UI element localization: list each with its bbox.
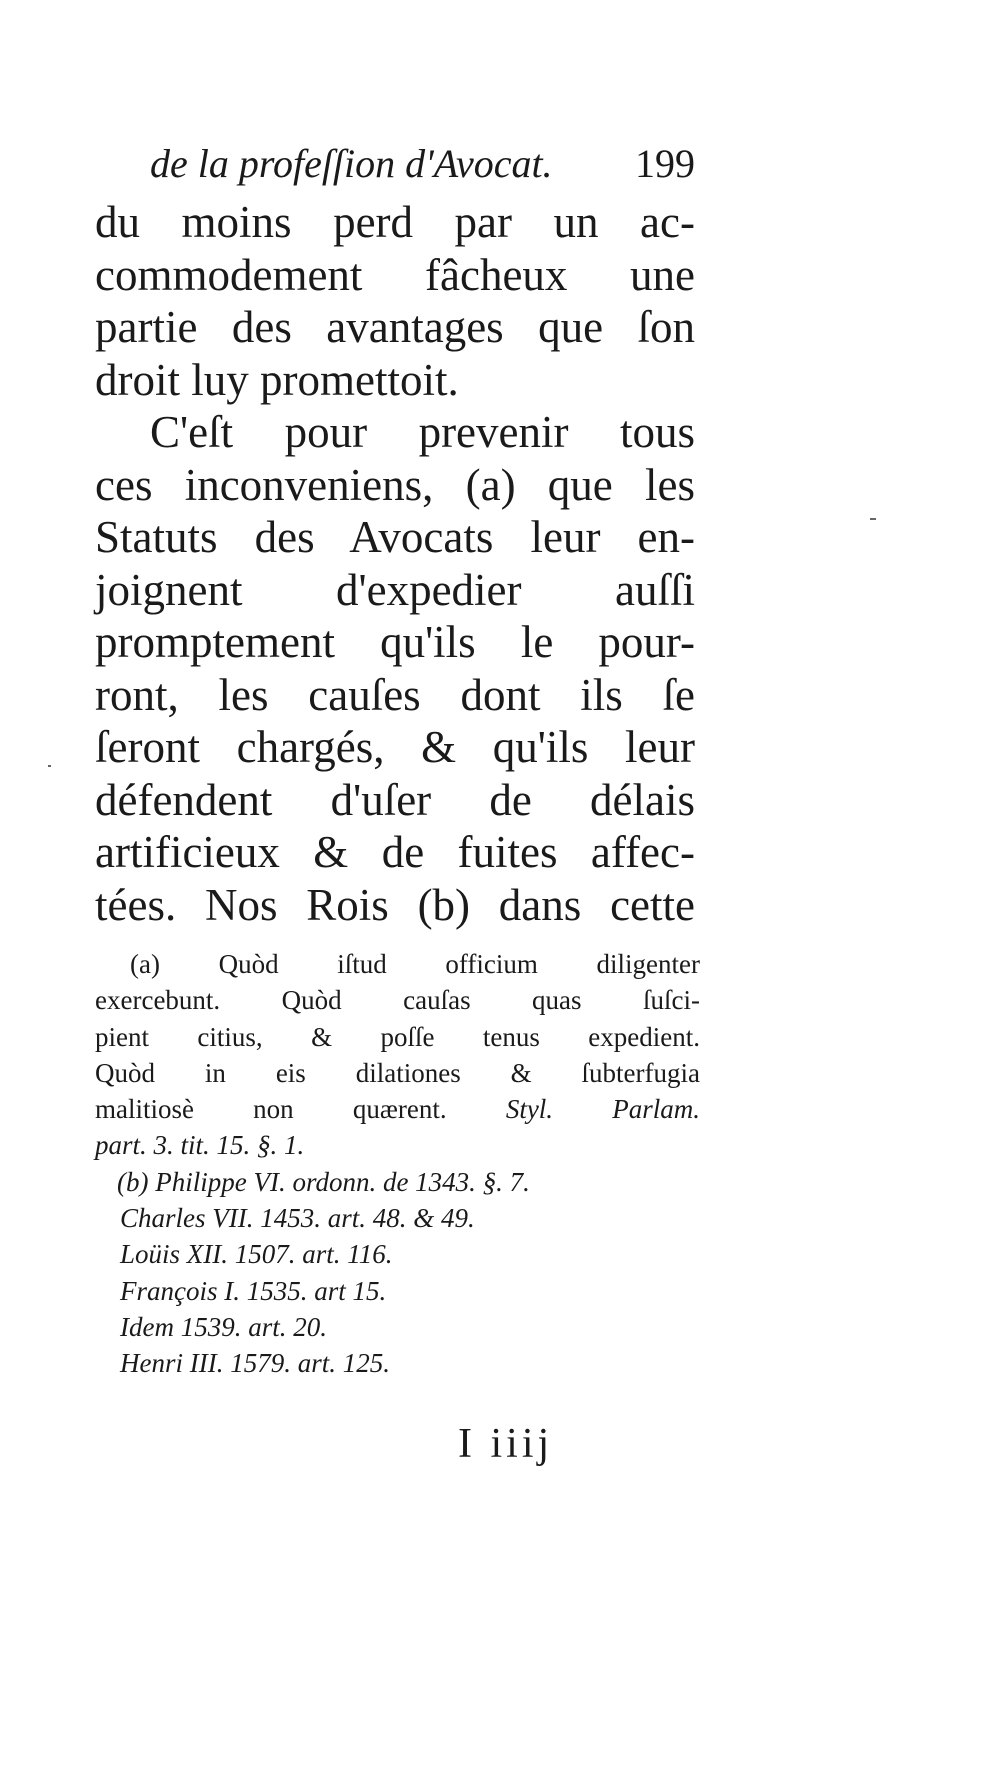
footnote-a-reference-line: part. 3. tit. 15. §. 1. (95, 1130, 305, 1161)
footnote-a-line-with-ref (95, 1091, 700, 1127)
text-line: ces inconveniens, (a) que les (95, 459, 695, 510)
footnote-b-line: Idem 1539. art. 20. (120, 1311, 327, 1342)
text-line: du moins perd par un ac- (95, 197, 695, 247)
footnote-b-line: François I. 1535. art 15. (120, 1275, 387, 1306)
text-line: ſeront chargés, & qu'ils leur (95, 722, 695, 772)
signature-mark: I iiij (458, 1421, 554, 1467)
text-line: C'eſt pour prevenir tous (150, 407, 695, 457)
page-number: 199 (635, 141, 695, 186)
footnote-b-line: Charles VII. 1453. art. 48. & 49. (120, 1203, 475, 1234)
footnote-a-line: pient citius, & poſſe tenus expedient. (95, 1021, 700, 1052)
text-line: partie des avantages que ſon (95, 302, 695, 352)
footnote-a-line: (a) Quòd iſtud officium diligenter (130, 949, 700, 979)
text-line: promptement qu'ils le pour- (95, 617, 695, 667)
paper-speck (870, 518, 876, 520)
footnote-a-reference: Styl. Parlam. (505, 1094, 700, 1125)
text-line: Statuts des Avocats leur en- (95, 512, 695, 562)
text-line: joignent d'expedier auſſi (95, 564, 695, 615)
text-line: défendent d'uſer de délais (95, 774, 695, 825)
paper-speck (48, 765, 51, 767)
footnote-b-line: Loüis XII. 1507. art. 116. (120, 1239, 393, 1270)
text-line: commodement fâcheux une (95, 249, 695, 300)
text-line: ront, les cauſes dont ils ſe (95, 669, 695, 720)
footnote-b-line: (b) Philippe VI. ordonn. de 1343. §. 7. (117, 1166, 530, 1197)
footnote-a-text: malitiosè non quærent. (95, 1094, 447, 1125)
text-line: tées. Nos Rois (b) dans cette (95, 879, 695, 930)
footnote-b-line: Henri III. 1579. art. 125. (120, 1348, 390, 1379)
running-title: de la profeſſion d'Avocat. (150, 141, 553, 186)
footnote-a-line: exercebunt. Quòd cauſas quas ſuſci- (95, 985, 700, 1016)
running-header (150, 140, 695, 188)
footnote-a-line: Quòd in eis dilationes & ſubterfugia (95, 1057, 700, 1088)
text-line: artificieux & de fuites affec- (95, 827, 695, 877)
footnotes (95, 946, 700, 1382)
main-text (95, 196, 695, 931)
text-line: droit luy promettoit. (95, 354, 459, 405)
